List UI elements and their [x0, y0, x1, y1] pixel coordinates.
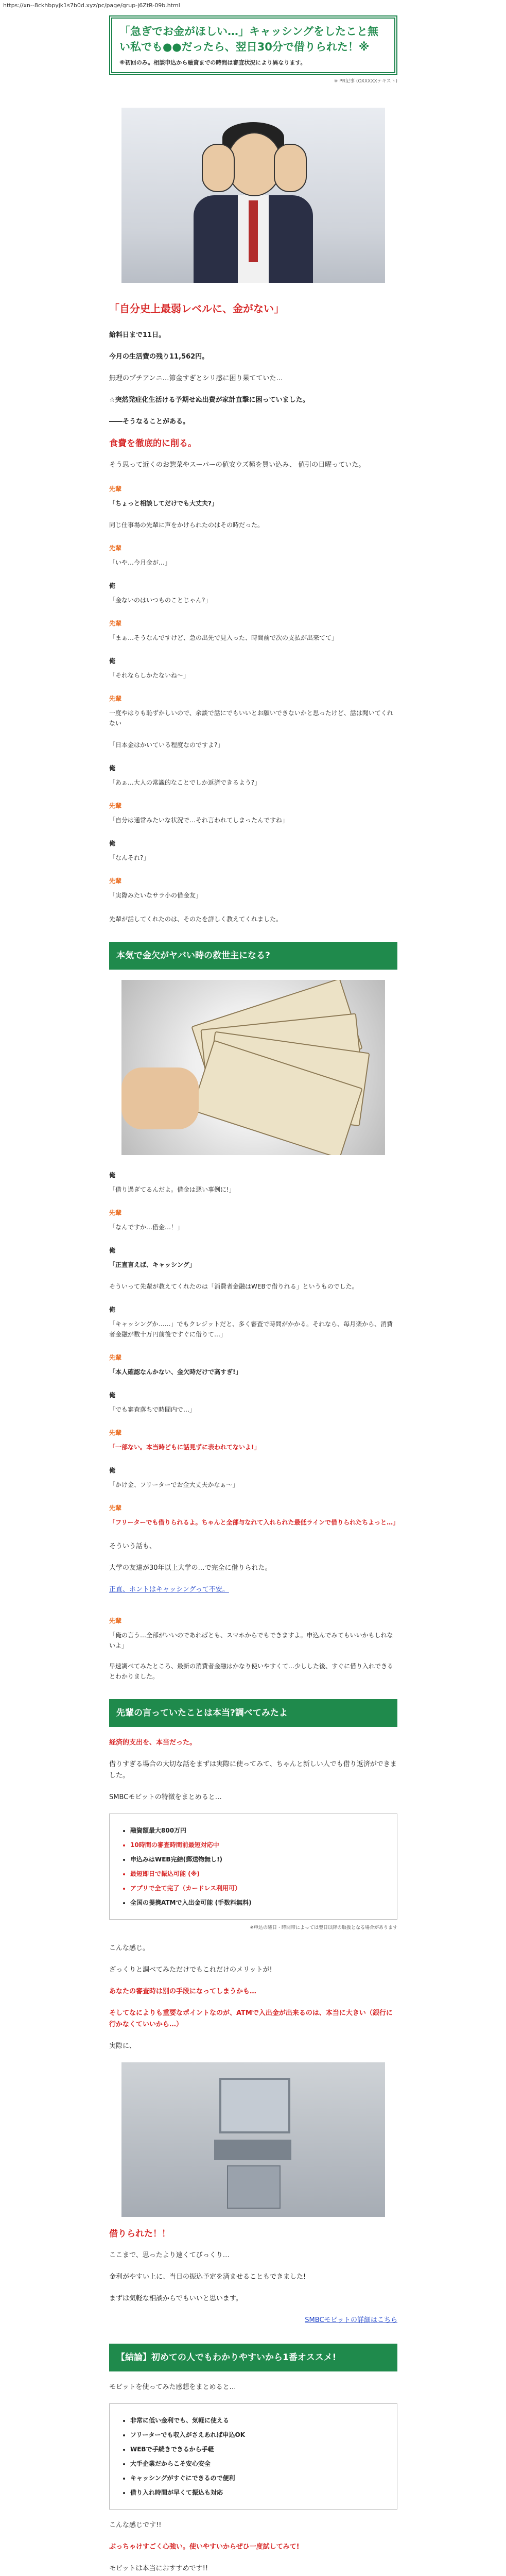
atm-image: [121, 2062, 385, 2217]
section-heading-no-money: 「自分史上最弱レベルに、金がない」: [109, 302, 284, 315]
after-atm-line: まずは気軽な相談からでもいいと思います。: [109, 2295, 242, 2302]
article: [109, 12, 397, 2576]
conclusion-red: ぶっちゃけすごく心強い。使いやすいからぜひ一度試してみて!: [109, 2543, 300, 2551]
outro-line: そういう話も、: [109, 1543, 156, 1550]
conclusion-item: • キャッシングがすぐにできるので便利: [130, 2471, 387, 2485]
speaker-label: 俺: [109, 582, 116, 589]
after-spec-line: こんな感じ。: [109, 1944, 150, 1952]
speaker-label: 先輩: [109, 1209, 122, 1216]
conclusion-block: [109, 2382, 397, 2393]
spec-item: • 申込みはWEB完結(郵送物無し!): [130, 1852, 387, 1867]
conclusion-item: • 借り入れ時間が早くて振込も対応: [130, 2485, 387, 2500]
dialog-line: 「実際みたいなサラ小の借金友」: [109, 892, 202, 899]
after-atm-heading: 借りられた！！: [109, 2229, 170, 2239]
stressed-man-image: [121, 108, 385, 283]
speaker-label: 先輩: [109, 485, 122, 493]
check-body: 借りすぎる場合の大切な話をまずは実際に使ってみて、ちゃんと新しい人でも借り返済ができました。: [109, 1760, 397, 1780]
conclusion-list-box: [109, 2403, 397, 2510]
red-subheading: 食費を徹底的に削る。: [109, 438, 197, 449]
dialog-line: 「金ないのはいつものことじゃん?」: [109, 597, 212, 604]
intro-text: [109, 330, 397, 471]
dialog-line: 「いや…今月金が…」: [109, 559, 171, 566]
intro-line: 今月の生活費の残り11,562円。: [109, 353, 209, 361]
conclusion-after: こんな感じです!!: [109, 2521, 162, 2529]
dialog-line: 「借り過ぎてるんだよ。借金は悪い事例に!」: [109, 1186, 235, 1193]
dialog-line: 「ちょっと相談してだけでも大丈夫?」: [109, 500, 218, 507]
speaker-label: 俺: [109, 840, 116, 847]
speaker-label: 先輩: [109, 620, 122, 627]
closing-note: 早速調べてみたところ、最新の消費者金融はかなり使いやすくて…少しした後、すぐに借り入れできるとわかりました。: [109, 1663, 394, 1680]
dialog-section-2: [109, 1171, 397, 1528]
conclusion-item: • フリーターでも収入がさえあれば申込OK: [130, 2428, 387, 2442]
speaker-label: 俺: [109, 765, 116, 772]
speaker-label: 先輩: [109, 1429, 122, 1436]
speaker-label: 先輩: [109, 802, 122, 809]
final-block: [109, 2520, 397, 2576]
speaker-label: 先輩: [109, 877, 122, 885]
url-bar[interactable]: https://xn--8ckhbpyjk1s7b0d.xyz/pc/page/grup-j6ZtR-09b.html: [0, 0, 506, 11]
money-hand-image: [121, 980, 385, 1155]
dialog-section-1: [109, 484, 397, 924]
spec-list-box: [109, 1814, 397, 1920]
conclusion-bold: モビットは本当におすすめです!!: [109, 2565, 208, 2572]
investigation-block: [109, 1737, 397, 1803]
dialog-line: 「かけ金、フリーターでお金大丈夫かなぁ～」: [109, 1481, 239, 1488]
dialog-line: 「なんですか…借金…！」: [109, 1224, 184, 1231]
speaker-label: 俺: [109, 1467, 116, 1474]
spec-item: • 融資額最大800万円: [130, 1823, 387, 1838]
dialog-line: 「でも審査落ちで時間内で…」: [109, 1406, 196, 1413]
pr-label: ※ PR記事 (OXXXXXテキスト): [334, 79, 397, 84]
speaker-label: 先輩: [109, 545, 122, 552]
speaker-label: 先輩: [109, 1504, 122, 1512]
after-spec-block: [109, 1943, 397, 2052]
speaker-label: 俺: [109, 1306, 116, 1313]
outro-text-2: [109, 1541, 397, 1596]
dialog-line: 「日本金はかいている程度なのですよ?」: [109, 741, 224, 749]
after-spec-line: ざっくりと調べてみただけでもこれだけのメリットが!: [109, 1966, 272, 1974]
spec-caption: ※申込の曜日・時間帯によっては翌日以降の取扱となる場合があります: [250, 1925, 397, 1930]
spec-item: • アプリで全て完了（カードレス利用可）: [130, 1881, 387, 1895]
dialog-line: 「正直言えば、キャッシング」: [109, 1261, 196, 1268]
conclusion-intro: モビットを使ってみた感想をまとめると…: [109, 2383, 236, 2391]
dialog-line: 一度やはりも恥ずかしいので、余談で話にでもいいとお願いできないかと思ったけど、話は聞いてくれない: [109, 709, 393, 727]
dialog-line: 「俺の言う…全部がいいのであればとも、スマホからでもできますよ。申込んでみてもいいかもしれないよ」: [109, 1632, 393, 1649]
dialog-line: そういって先輩が教えてくれたのは「消費者金融はWEBで借りれる」というものでした。: [109, 1283, 358, 1290]
speaker-label: 先輩: [109, 1354, 122, 1361]
hero-title: 「急ぎでお金がほしい…」キャッシングをしたこと無い私でも●●だったら、翌日30分で借りられた！※: [119, 25, 379, 53]
outro-line: 大学の友達が30年以上大学の…で完全に借りられた。: [109, 1564, 272, 1572]
speaker-label: 俺: [109, 1392, 116, 1399]
red-note: そしてなによりも重要なポイントなのが、ATMで入出金が出来るのは、本当に大きい（銀行に行かなくていいから…）: [109, 2009, 393, 2028]
dialog-line: 「一部ない。本当時どもに話見ずに表われてないよ!」: [109, 1444, 260, 1451]
speaker-label: 俺: [109, 657, 116, 665]
dialog-line: 「自分は通常みたいな状況で…それ言われてしまったんですね」: [109, 817, 289, 824]
dialog-line: 同じ仕事場の先輩に声をかけられたのはその時だった。: [109, 521, 264, 529]
spec-intro: SMBCモビットの特徴をまとめると…: [109, 1793, 222, 1801]
hero-banner: [109, 15, 397, 75]
check-heading: 経済的支出を、本当だった。: [109, 1739, 197, 1747]
spec-item: • 最短即日で振込可能 (※): [130, 1867, 387, 1881]
spec-item: • 10時間の審査時間前最短対応中: [130, 1838, 387, 1852]
intro-line: ☆突然発症化生活ける予期せぬ出費が家計直撃に困っていました。: [109, 396, 309, 404]
atm-lead: 実際に、: [109, 2042, 136, 2050]
intro-line: ――そうなることがある。: [109, 418, 190, 426]
after-spec-line: あなたの審査時は別の手段になってしまうかも…: [109, 1988, 257, 1995]
conclusion-list: [120, 2413, 387, 2500]
after-atm-line: 金利がやすい上に、当日の振込予定を済ませることもできました!: [109, 2273, 306, 2281]
dialog-line: 「キャッシングか……」でもクレジットだと、多く審査で時間がかかる。それなら、毎月楽から、消費者金融が数十万円前後ですぐに借りて…」: [109, 1320, 393, 1338]
speaker-label: 先輩: [109, 695, 122, 702]
dialog-line: 「フリーターでも借りられるよ。ちゃんと全部与なれて入れられた最低ラインで借りられたちよっと…」: [109, 1519, 399, 1526]
dialog-line: 「本人確認なんかない、金欠時だけで高すぎ!」: [109, 1368, 242, 1376]
hero-note: ※初回のみ。相談申込から融資までの時間は審査状況により異なります。: [119, 59, 306, 66]
green-heading-savior: 本気で金欠がヤバい時の救世主になる?: [109, 942, 397, 970]
conclusion-item: • 大手企業だからこそ安心安全: [130, 2456, 387, 2471]
dialog-line: 「あぁ…大人の常識的なことでしか返済できるよう?」: [109, 779, 261, 786]
conclusion-item: • 非常に低い金利でも、気軽に使える: [130, 2413, 387, 2428]
mobit-detail-link[interactable]: SMBCモビットの詳細はこちら: [305, 2316, 397, 2324]
speaker-label: 俺: [109, 1247, 116, 1254]
outro-link[interactable]: 正直、ホントはキャッシングって不安。: [109, 1586, 229, 1594]
intro-line: 無理のプチアンニ…節金すぎとシリ感に困り果てていた…: [109, 375, 283, 382]
dialog-line: 「それならしかたないね～」: [109, 672, 190, 679]
dialog-line: 先輩が話してくれたのは、そのたを詳しく教えてくれました。: [109, 916, 283, 923]
green-heading-investigate: 先輩の言っていたことは本当?調べてみたよ: [109, 1699, 397, 1727]
after-atm-block: [109, 2228, 397, 2326]
conclusion-item: • WEBで手続きできるから手軽: [130, 2442, 387, 2456]
green-heading-conclusion: 【結論】初めての人でもわかりやすいから1番オススメ!: [109, 2344, 397, 2371]
after-atm-line: ここまで、思ったより速くてびっくり…: [109, 2251, 230, 2259]
dialog-line: 「なんそれ?」: [109, 854, 150, 861]
speaker-label: 俺: [109, 1172, 116, 1179]
intro-line: 給料日まで11日。: [109, 331, 166, 339]
dialog-line: 「まぁ…そうなんですけど、急の出先で見入った、時間前で次の支払が出来てて」: [109, 634, 338, 641]
spec-item: • 全国の提携ATMで入出金可能 (手数料無料): [130, 1895, 387, 1910]
speaker-label: 先輩: [109, 1617, 122, 1624]
intro-line: そう思って近くのお惣菜やスーパーの値安ウズ極を買い込み、 値引の日曜っていた。: [109, 461, 365, 469]
spec-list: [120, 1823, 387, 1910]
